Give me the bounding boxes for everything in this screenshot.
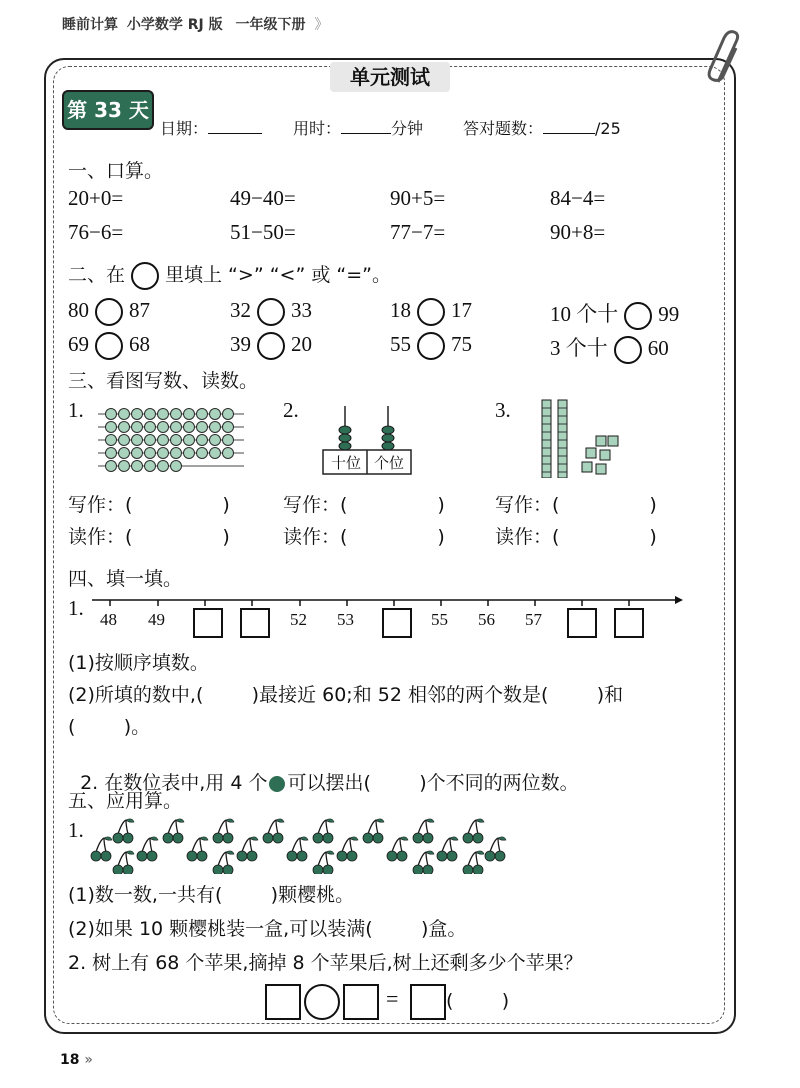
time-field: 用时： 分钟 — [293, 119, 424, 138]
section1-heading: 一、口算。 — [68, 160, 164, 182]
answer-circle[interactable] — [257, 332, 285, 360]
q-number: 3. — [495, 398, 511, 422]
header-title: 睡前计算 — [62, 17, 118, 33]
s4-part1: (1)按顺序填数。 — [68, 652, 209, 674]
compare-item: 80 87 — [68, 298, 150, 326]
page-footer — [60, 1052, 93, 1068]
answer-circle[interactable] — [257, 298, 285, 326]
eq-box-2[interactable] — [343, 984, 379, 1020]
section5-heading: 五、应用算。 — [68, 790, 183, 812]
s4-part2-cont: ( )。 — [68, 716, 151, 738]
running-header — [62, 14, 328, 34]
line-number: 52 — [290, 610, 307, 629]
eq-box-result[interactable] — [410, 984, 446, 1020]
number-blank-box[interactable] — [382, 608, 412, 638]
answer-circle[interactable] — [95, 332, 123, 360]
q-number: 1. — [68, 818, 84, 842]
abacus-ones-label: 个位 — [373, 454, 404, 472]
answer-circle[interactable] — [614, 336, 642, 364]
footer-mark: » — [84, 1052, 93, 1068]
q-number: 1. — [68, 398, 84, 422]
write-answer[interactable]: 写作：( ) — [68, 494, 230, 516]
s4-part2: (2)所填的数中,( )最接近 60;和 52 相邻的两个数是( )和 — [68, 684, 624, 706]
eq-box-1[interactable] — [265, 984, 301, 1020]
section4-heading: 四、填一填。 — [68, 568, 183, 590]
s1-eq: 49−40= — [230, 186, 296, 210]
paperclip-icon — [706, 30, 746, 90]
section2-heading: 二、在 里填上 “>” “<” 或 “=”。 — [68, 260, 391, 290]
number-line — [90, 590, 685, 610]
score-field: 答对题数： /25 — [463, 119, 621, 138]
line-number: 49 — [148, 610, 165, 629]
compare-item: 55 75 — [390, 332, 472, 360]
answer-circle[interactable] — [624, 302, 652, 330]
read-answer[interactable]: 读作：( ) — [283, 526, 445, 548]
answer-circle[interactable] — [95, 298, 123, 326]
number-blank-box[interactable] — [567, 608, 597, 638]
header-chevron: 》 — [314, 17, 329, 33]
line-number: 48 — [100, 610, 117, 629]
compare-item: 39 20 — [230, 332, 312, 360]
s1-eq: 20+0= — [68, 186, 124, 210]
page-number: 18 — [60, 1052, 80, 1068]
s5-question2: 2. 树上有 68 个苹果,摘掉 8 个苹果后,树上还剩多少个苹果？ — [68, 952, 583, 974]
number-blank-box[interactable] — [193, 608, 223, 638]
line-number: 56 — [478, 610, 495, 629]
s5-part1: (1)数一数,一共有( )颗樱桃。 — [68, 884, 355, 906]
read-answer[interactable]: 读作：( ) — [495, 526, 657, 548]
q-number: 1. — [68, 596, 84, 620]
unit-paren[interactable]: ( ) — [446, 990, 510, 1012]
header-subject: 小学数学 RJ 版 — [126, 17, 223, 33]
s1-eq: 76−6= — [68, 220, 124, 244]
section3-heading: 三、看图写数、读数。 — [68, 370, 259, 392]
line-number: 53 — [337, 610, 354, 629]
compare-item: 3 个十 60 — [550, 332, 669, 364]
compare-item: 32 33 — [230, 298, 312, 326]
s1-eq: 90+8= — [550, 220, 606, 244]
number-blank-box[interactable] — [614, 608, 644, 638]
cherries-illustration — [90, 814, 510, 874]
day-badge: 第 33 天 — [62, 90, 154, 130]
s1-eq: 77−7= — [390, 220, 446, 244]
s1-eq: 51−50= — [230, 220, 296, 244]
equals-sign: = — [386, 986, 399, 1011]
answer-circle[interactable] — [417, 332, 445, 360]
operator-circle[interactable] — [304, 984, 340, 1020]
counter-dot-icon — [269, 776, 285, 792]
s4-question2: 2. 在数位表中,用 4 个 可以摆出( )个不同的两位数。 — [80, 772, 579, 794]
write-answer[interactable]: 写作：( ) — [283, 494, 445, 516]
abacus-tens-label: 十位 — [330, 454, 361, 472]
base-ten-blocks-illustration — [538, 396, 623, 478]
number-blank-box[interactable] — [240, 608, 270, 638]
compare-circle-icon — [131, 262, 159, 290]
compare-item: 69 68 — [68, 332, 150, 360]
q-number: 2. — [283, 398, 299, 422]
answer-circle[interactable] — [417, 298, 445, 326]
date-field: 日期： — [160, 116, 262, 139]
read-answer[interactable]: 读作：( ) — [68, 526, 230, 548]
s1-eq: 84−4= — [550, 186, 606, 210]
line-number: 57 — [525, 610, 542, 629]
page-title: 单元测试 — [330, 62, 450, 92]
compare-item: 10 个十 99 — [550, 298, 679, 330]
bead-string-illustration — [96, 404, 246, 474]
s1-eq: 90+5= — [390, 186, 446, 210]
s5-part2: (2)如果 10 颗樱桃装一盒,可以装满( )盒。 — [68, 918, 467, 940]
write-answer[interactable]: 写作：( ) — [495, 494, 657, 516]
header-grade: 一年级下册 — [235, 17, 306, 33]
compare-item: 18 17 — [390, 298, 472, 326]
line-number: 55 — [431, 610, 448, 629]
